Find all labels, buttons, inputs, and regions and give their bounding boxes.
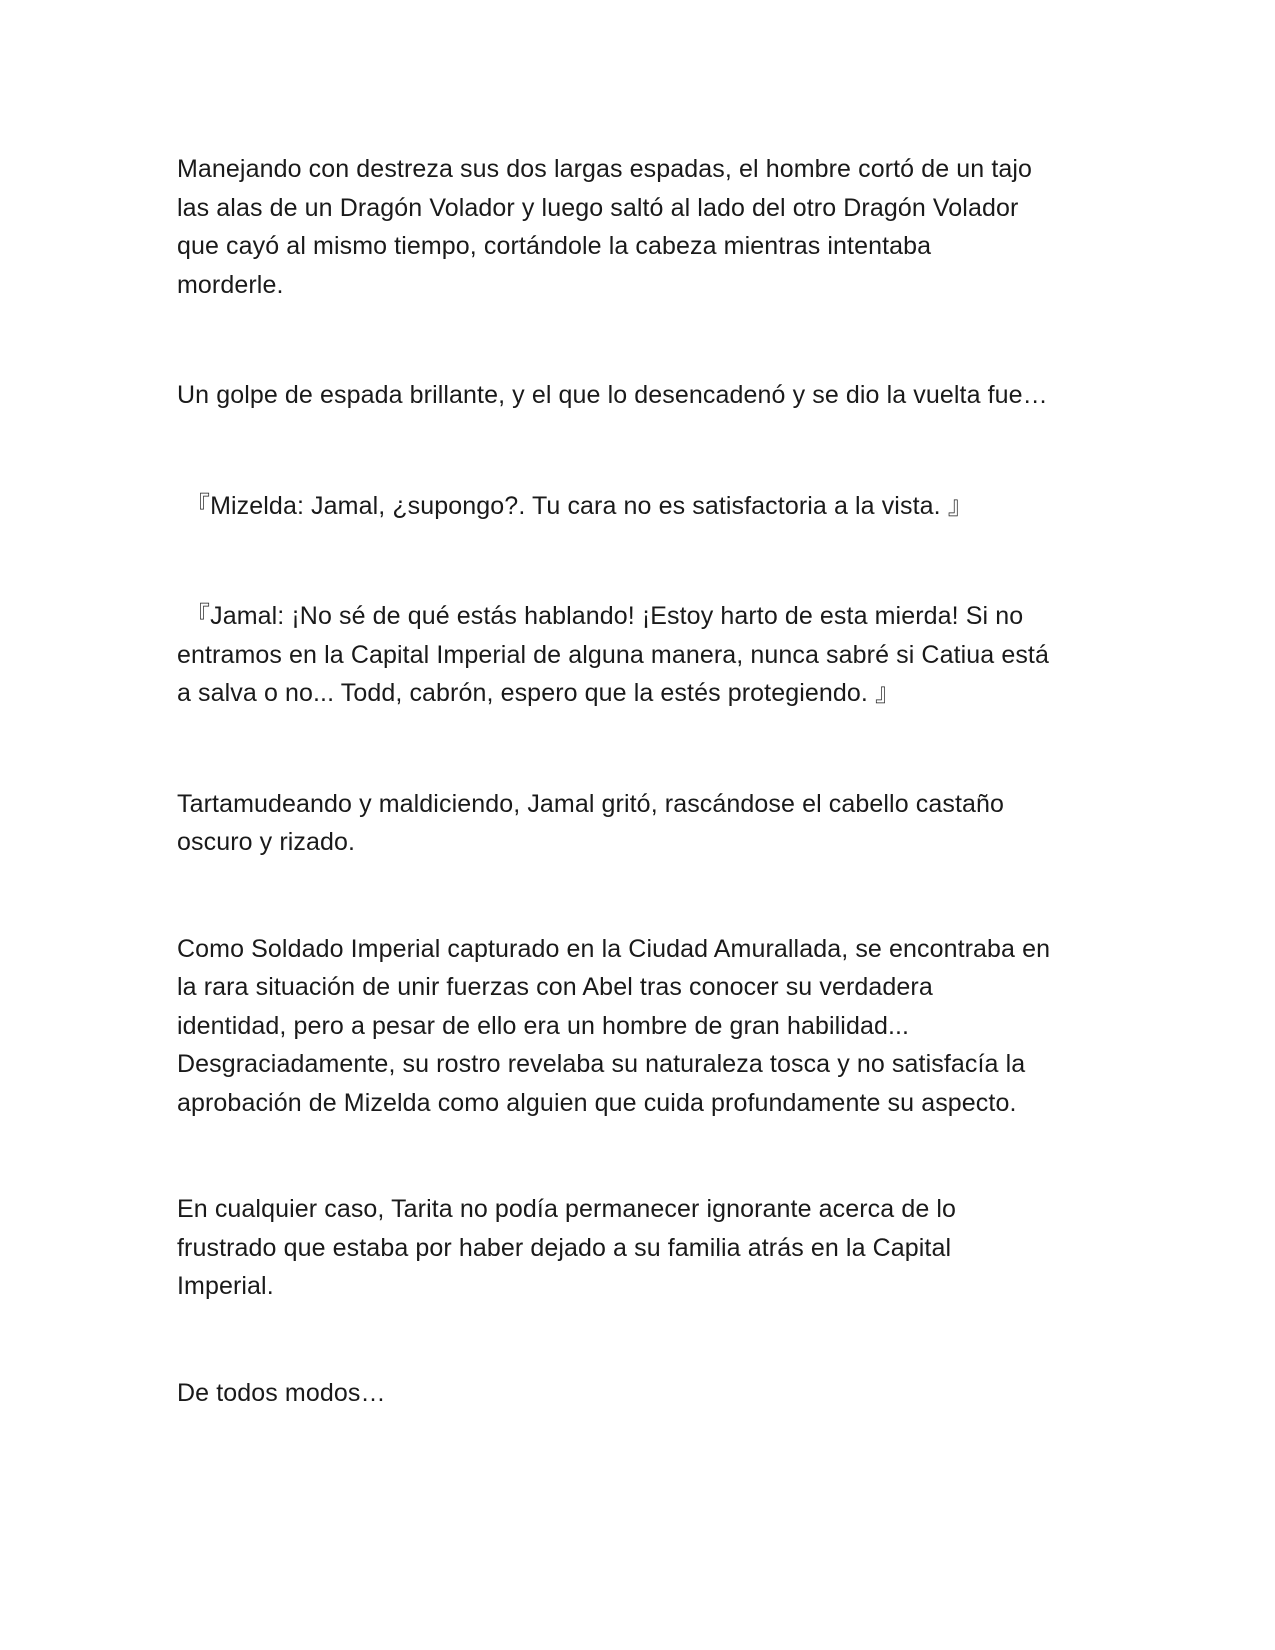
paragraph-narration-1 <box>177 150 1117 304</box>
text-line: De todos modos… <box>177 1378 386 1407</box>
paragraph-narration-6 <box>177 1374 1117 1413</box>
text-line: oscuro y rizado. <box>177 828 356 856</box>
text-line: la rara situación de unir fuerzas con Abel tras conocer su verdadera <box>177 973 933 1001</box>
text-line: frustrado que estaba por haber dejado a su familia atrás en la Capital <box>177 1233 952 1262</box>
paragraph-narration-5 <box>177 1190 1117 1306</box>
text-line: 『Mizelda: Jamal, ¿supongo?. Tu cara no es satisfactoria a la vista. 』 <box>185 491 973 520</box>
text-line: Imperial. <box>177 1272 274 1300</box>
text-line: a salva o no... Todd, cabrón, espero que la estés protegiendo. 』 <box>177 679 901 707</box>
text-line: entramos en la Capital Imperial de alguna manera, nunca sabré si Catiua está <box>177 640 1049 669</box>
text-line: morderle. <box>177 270 284 299</box>
text-line: Tartamudeando y maldiciendo, Jamal gritó, rascándose el cabello castaño <box>177 789 1005 818</box>
dialogue-jamal <box>177 597 1117 713</box>
paragraph-narration-3 <box>177 785 1117 862</box>
text-line: En cualquier caso, Tarita no podía permanecer ignorante acerca de lo <box>177 1195 957 1223</box>
dialogue-mizelda <box>177 487 1117 526</box>
paragraph-narration-4 <box>177 930 1117 1123</box>
text-line: 『Jamal: ¡No sé de qué estás hablando! ¡Estoy harto de esta mierda! Si no <box>185 602 1024 630</box>
text-line: aprobación de Mizelda como alguien que cuida profundamente su aspecto. <box>177 1088 1017 1117</box>
paragraph-narration-2 <box>177 376 1117 415</box>
text-line: las alas de un Dragón Volador y luego saltó al lado del otro Dragón Volador <box>177 193 1019 222</box>
text-line: Como Soldado Imperial capturado en la Ciudad Amurallada, se encontraba en <box>177 934 1051 963</box>
text-line: que cayó al mismo tiempo, cortándole la cabeza mientras intentaba <box>177 232 932 260</box>
text-line: identidad, pero a pesar de ello era un hombre de gran habilidad... <box>177 1011 910 1040</box>
text-column <box>177 150 1117 1412</box>
text-line: Manejando con destreza sus dos largas espadas, el hombre cortó de un tajo <box>177 155 1033 183</box>
text-line: Un golpe de espada brillante, y el que lo desencadenó y se dio la vuelta fue… <box>177 381 1048 409</box>
text-line: Desgraciadamente, su rostro revelaba su naturaleza tosca y no satisfacía la <box>177 1050 1026 1078</box>
